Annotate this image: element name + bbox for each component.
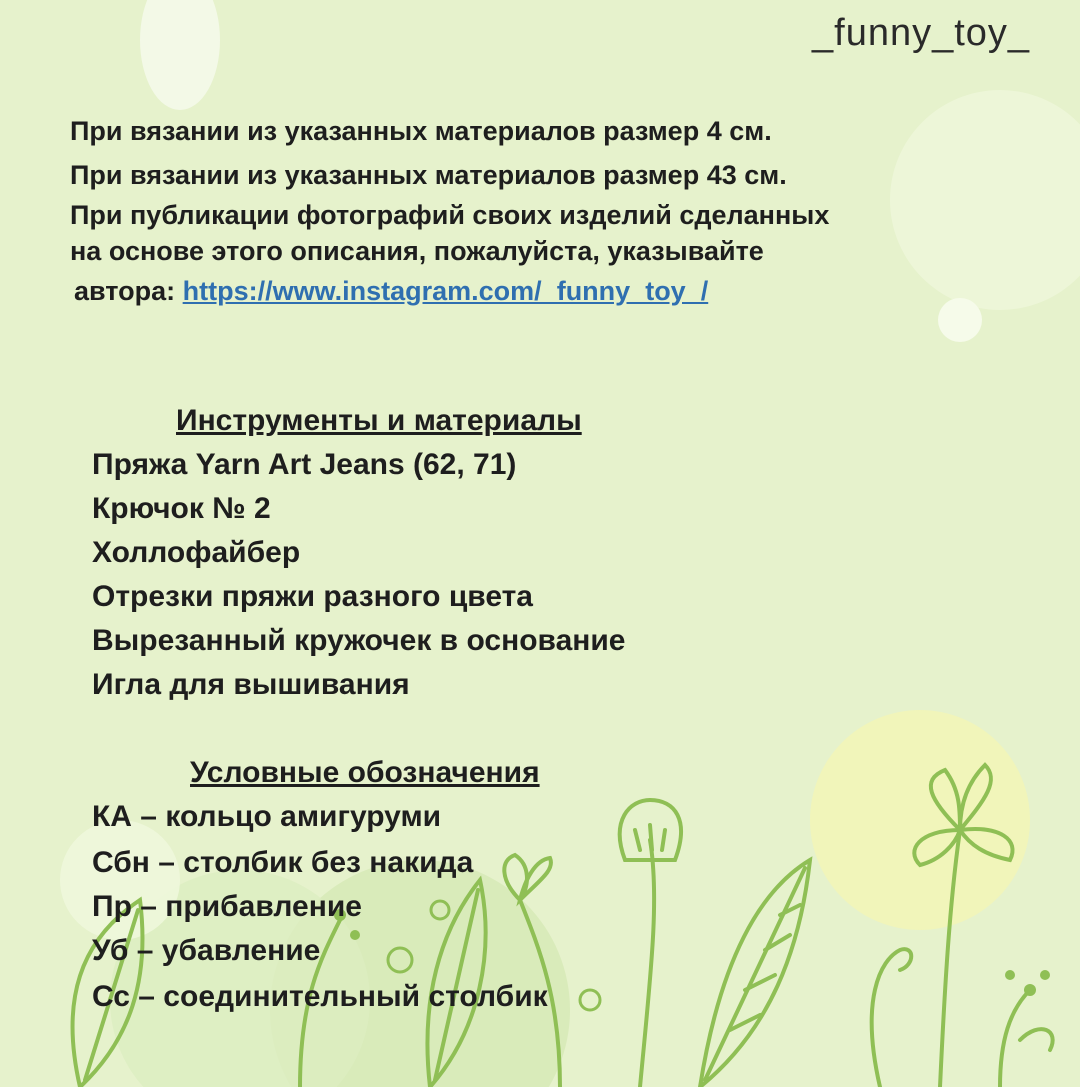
materials-heading: Инструменты и материалы bbox=[176, 404, 582, 437]
legend-item: КА – кольцо амигуруми bbox=[92, 800, 442, 833]
intro-line-4: на основе этого описания, пожалуйста, указывайте bbox=[70, 236, 764, 266]
author-instagram-link[interactable]: https://www.instagram.com/_funny_toy_/ bbox=[182, 276, 709, 306]
background-blob bbox=[140, 0, 220, 110]
legend-item: Пр – прибавление bbox=[92, 890, 362, 923]
materials-item: Игла для вышивания bbox=[92, 668, 410, 701]
background-blob bbox=[810, 710, 1030, 930]
intro-line-3: При публикации фотографий своих изделий сделанных bbox=[70, 200, 830, 230]
background-blob bbox=[890, 90, 1080, 310]
legend-item: Сбн – столбик без накида bbox=[92, 846, 474, 879]
author-label: автора: bbox=[74, 276, 176, 306]
background-blob bbox=[938, 298, 982, 342]
materials-item: Отрезки пряжи разного цвета bbox=[92, 580, 533, 613]
materials-item: Вырезанный кружочек в основание bbox=[92, 624, 626, 657]
legend-item: Сс – соединительный столбик bbox=[92, 980, 548, 1013]
intro-line-2: При вязании из указанных материалов размер 43 см. bbox=[70, 160, 787, 190]
materials-item: Пряжа Yarn Art Jeans (62, 71) bbox=[92, 448, 517, 481]
materials-item: Крючок № 2 bbox=[92, 492, 271, 525]
intro-author-line bbox=[74, 276, 708, 307]
materials-item: Холлофайбер bbox=[92, 536, 301, 569]
legend-item: Уб – убавление bbox=[92, 934, 321, 967]
legend-heading: Условные обозначения bbox=[190, 756, 540, 789]
intro-line-1: При вязании из указанных материалов размер 4 см. bbox=[70, 116, 772, 146]
author-handle: _funny_toy_ bbox=[812, 12, 1031, 54]
